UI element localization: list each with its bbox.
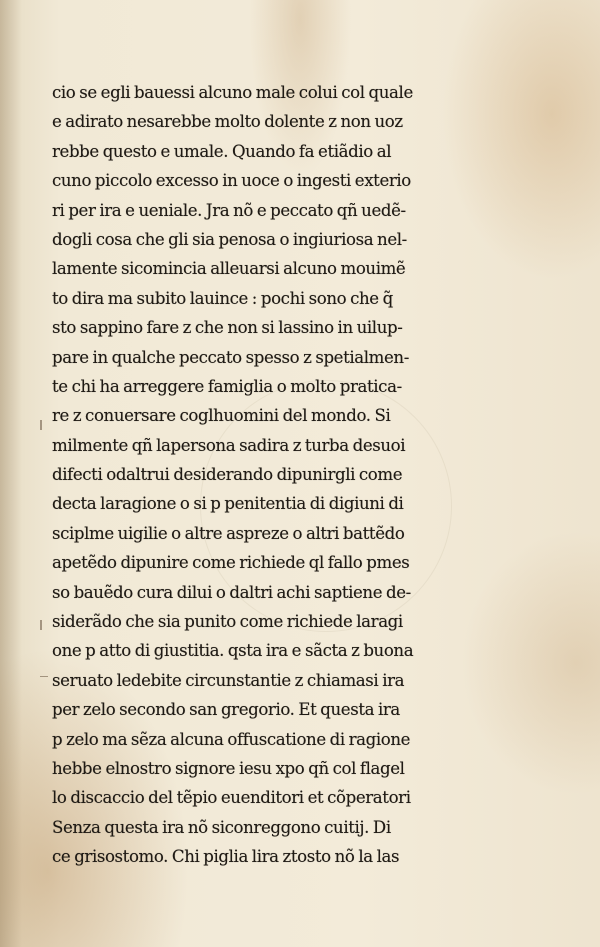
text-line: ri per ira e ueniale. Jra nõ e peccato qñ uedẽ- — [52, 200, 406, 220]
margin-mark — [40, 420, 42, 430]
text-line: Senza questa ira nõ siconreggono cuitij. Di — [52, 817, 391, 837]
text-line: siderãdo che sia punito come richiede laragi — [52, 612, 403, 632]
text-line: milmente qñ lapersona sadira z turba desuoi — [52, 435, 406, 455]
text-line: pare in qualche peccato spesso z spetialmen- — [52, 347, 409, 367]
text-line: to dira ma subito lauince : pochi sono che q̃ — [52, 288, 393, 308]
text-line: cuno piccolo excesso in uoce o ingesti exterio — [52, 171, 411, 191]
text-line: cio se egli bauessi alcuno male colui col quale — [52, 83, 413, 102]
text-line: lo discaccio del tẽpio euenditori et cõperatori — [52, 788, 411, 808]
text-line: per zelo secondo san gregorio. Et questa ira — [52, 700, 400, 720]
text-line: lamente sicomincia alleuarsi alcuno mouimẽ — [52, 259, 406, 279]
text-line: te chi ha arreggere famiglia o molto pratica- — [52, 376, 402, 396]
margin-mark — [40, 620, 42, 630]
text-line: rebbe questo e umale. Quando fa etiãdio al — [52, 141, 392, 161]
text-block — [52, 78, 482, 872]
text-line: ce grisostomo. Chi piglia lira ztosto nõ la las — [52, 847, 400, 867]
text-line: apetẽdo dipunire come richiede ql fallo pmes — [52, 553, 410, 573]
text-line: one p atto di giustitia. qsta ira e sãcta z buona — [52, 641, 414, 661]
margin-mark — [40, 676, 48, 677]
text-line: hebbe elnostro signore iesu xpo qñ col flagel — [52, 758, 405, 778]
text-line: p zelo ma sẽza alcuna offuscatione di ragione — [52, 729, 411, 749]
text-line: dogli cosa che gli sia penosa o ingiuriosa nel- — [52, 229, 407, 249]
text-line: decta laragione o si p penitentia di digiuni di — [52, 494, 404, 514]
text-line: sto sappino fare z che non si lassino in uilup- — [52, 318, 403, 338]
text-line: re z conuersare coglhuomini del mondo. Si — [52, 406, 391, 426]
page-gutter-shadow — [0, 0, 22, 947]
text-line: e adirato nesarebbe molto dolente z non uoz — [52, 112, 403, 132]
text-line: so bauẽdo cura dilui o daltri achi saptiene de- — [52, 582, 411, 602]
text-line: difecti odaltrui desiderando dipunirgli come — [52, 465, 403, 485]
text-line: sciplme uigilie o altre aspreze o altri battẽdo — [52, 523, 405, 543]
text-line: seruato ledebite circunstantie z chiamasi ira — [52, 670, 405, 690]
